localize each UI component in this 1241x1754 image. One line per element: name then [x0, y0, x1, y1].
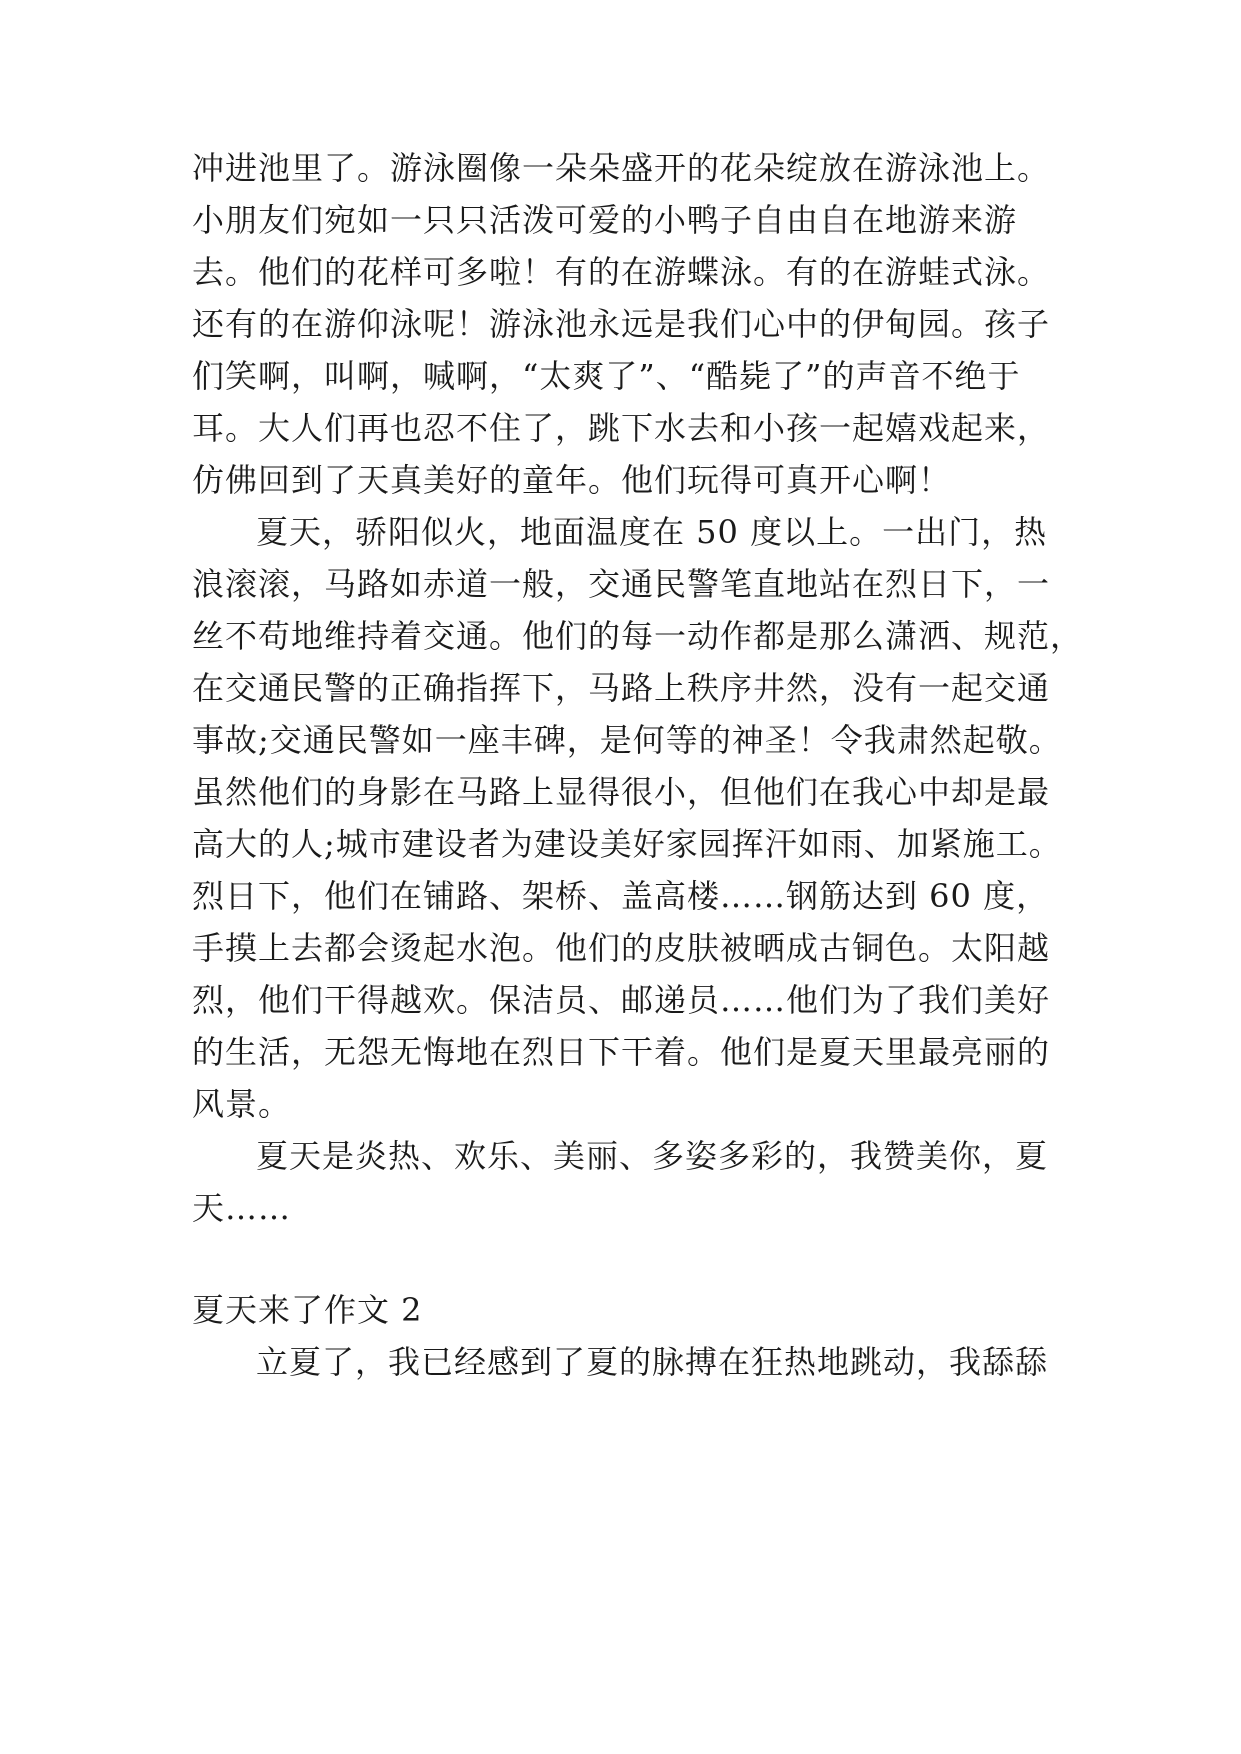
paragraph-line: 立夏了，我已经感到了夏的脉搏在狂热地跳动，我舔舔 — [256, 1343, 1049, 1381]
paragraph-line: 烈，他们干得越欢。保洁员、邮递员……他们为了我们美好 — [192, 981, 1051, 1019]
paragraph-line: 浪滚滚，马路如赤道一般，交通民警笔直地站在烈日下，一 — [192, 565, 1051, 603]
paragraph-line: 还有的在游仰泳呢！游泳池永远是我们心中的伊甸园。孩子 — [192, 305, 1051, 343]
paragraph-line: 小朋友们宛如一只只活泼可爱的小鸭子自由自在地游来游 — [192, 201, 1018, 239]
paragraph-line: 丝不苟地维持着交通。他们的每一动作都是那么潇洒、规范， — [192, 617, 1084, 655]
paragraph-line: 去。他们的花样可多啦！有的在游蝶泳。有的在游蛙式泳。 — [192, 253, 1051, 291]
paragraph-line: 风景。 — [192, 1085, 292, 1123]
paragraph-line: 耳。大人们再也忍不住了，跳下水去和小孩一起嬉戏起来， — [192, 409, 1051, 447]
essay-heading: 夏天来了作文 2 — [192, 1291, 423, 1329]
paragraph-line: 在交通民警的正确指挥下，马路上秩序井然，没有一起交通 — [192, 669, 1051, 707]
paragraph-line: 仿佛回到了天真美好的童年。他们玩得可真开心啊！ — [192, 461, 952, 499]
paragraph-line: 手摸上去都会烫起水泡。他们的皮肤被晒成古铜色。太阳越 — [192, 929, 1051, 967]
paragraph-line: 的生活，无怨无悔地在烈日下干着。他们是夏天里最亮丽的 — [192, 1033, 1051, 1071]
paragraph-line: 们笑啊，叫啊，喊啊，“太爽了”、“酷毙了”的声音不绝于 — [192, 357, 1021, 395]
paragraph-line: 天…… — [192, 1189, 292, 1227]
paragraph-line: 高大的人;城市建设者为建设美好家园挥汗如雨、加紧施工。 — [192, 825, 1062, 863]
paragraph-line: 夏天是炎热、欢乐、美丽、多姿多彩的，我赞美你，夏 — [256, 1137, 1049, 1175]
paragraph-line: 虽然他们的身影在马路上显得很小，但他们在我心中却是最 — [192, 773, 1051, 811]
paragraph-line: 事故;交通民警如一座丰碑，是何等的神圣！令我肃然起敬。 — [192, 721, 1062, 759]
paragraph-line: 冲进池里了。游泳圈像一朵朵盛开的花朵绽放在游泳池上。 — [192, 149, 1051, 187]
paragraph-line: 夏天，骄阳似火，地面温度在 50 度以上。一出门，热 — [256, 513, 1048, 551]
paragraph-line: 烈日下，他们在铺路、架桥、盖高楼……钢筋达到 60 度， — [192, 877, 1050, 915]
